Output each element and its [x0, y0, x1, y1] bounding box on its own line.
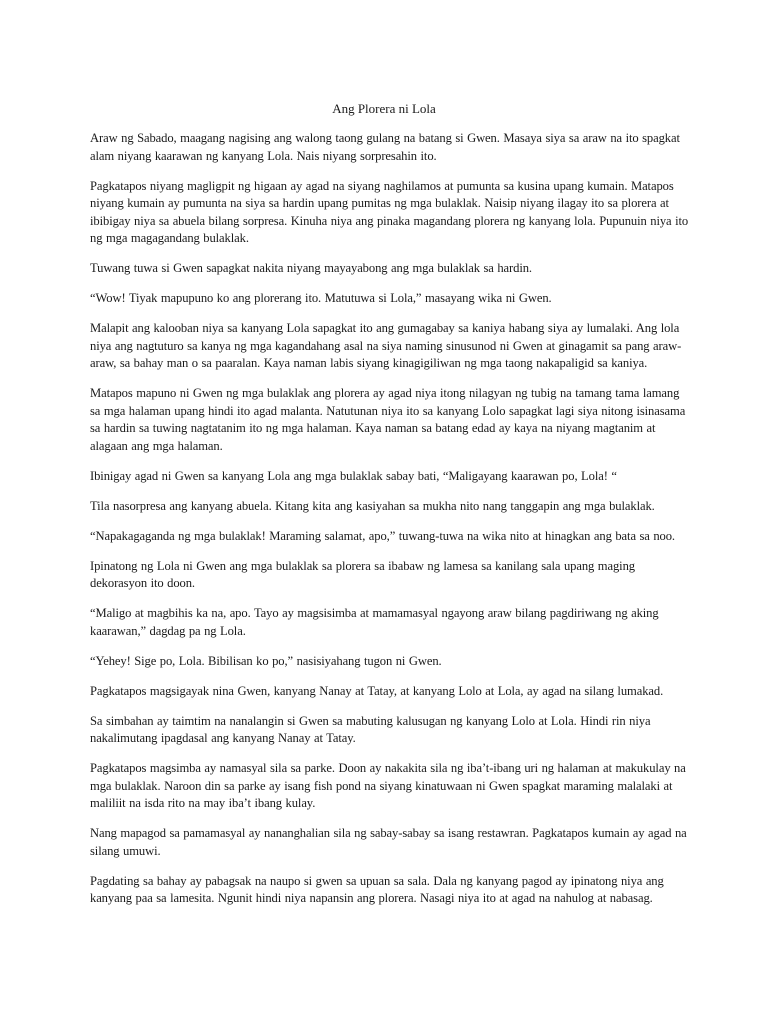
paragraph: Matapos mapuno ni Gwen ng mga bulaklak ang plorera ay agad niya itong nilagyan ng tubig na tamang tama lamang sa mga halaman upang hindi ito agad malanta. Natutunan niya ito sa kanyang Lolo sapagkat lagi siya nitong isinasama sa hardin sa tuwing nagtatanim ito ng mga halaman. Kaya naman sa batang edad ay kaya na niyang magtanim at alagaan ang mga halaman. [90, 386, 686, 453]
paragraph: Malapit ang kalooban niya sa kanyang Lola sapagkat ito ang gumagabay sa kaniya habang siya ay lumalaki. Ang lola niya ang nagtuturo sa kanya ng mga kagandahang asal na siya naming sinusunod ni Gwen at ginagamit sa pang araw-araw, sa bahay man o sa paaralan. Kaya naman labis siyang kinagigiliwan ng mga taong nakapaligid sa kaniya. [90, 321, 682, 370]
paragraph: Ibinigay agad ni Gwen sa kanyang Lola ang mga bulaklak sabay bati, “Maligayang kaarawan po, Lola! “ [90, 468, 617, 483]
paragraph: Pagkatapos niyang magligpit ng higaan ay agad na siyang naghilamos at pumunta sa kusina upang kumain. Matapos niyang kumain ay pumunta na siya sa hardin upang pumitas ng mga bulaklak. Naisip niyang ilagay ito sa plorera at ibibigay niya sa abuela bilang sorpresa. Kinuha niya ang pinaka magandang plorera ng kanyang lola. Pupunuin niya ito ng mga magagandang bulaklak. [90, 178, 689, 245]
paragraph: “Yehey! Sige po, Lola. Bibilisan ko po,” nasisiyahang tugon ni Gwen. [90, 653, 442, 668]
paragraph: Tuwang tuwa si Gwen sapagkat nakita niyang mayayabong ang mga bulaklak sa hardin. [90, 261, 532, 275]
paragraph: Pagdating sa bahay ay pabagsak na naupo si gwen sa upuan sa sala. Dala ng kanyang pagod ay ipinatong niya ang kanyang paa sa lamesita. Ngunit hindi niya napansin ang plorera. Nasagi niya ito at agad na nahulog at nabasag. [90, 873, 664, 905]
paragraph: Araw ng Sabado, maagang nagising ang walong taong gulang na batang si Gwen. Masaya siya sa araw na ito spagkat alam niyang kaarawan ng kanyang Lola. Nais niyang sorpresahin ito. [90, 131, 680, 163]
paragraph: Ipinatong ng Lola ni Gwen ang mga bulaklak sa plorera sa ibabaw ng lamesa sa kanilang sala upang maging dekorasyon ito doon. [90, 558, 635, 590]
paragraph: “Napakagaganda ng mga bulaklak! Maraming salamat, apo,” tuwang-tuwa na wika nito at hinagkan ang bata sa noo. [90, 528, 675, 543]
paragraph: Nang mapagod sa pamamasyal ay nananghalian sila ng sabay-sabay sa isang restawran. Pagkatapos kumain ay agad na silang umuwi. [90, 826, 687, 858]
paragraph: Sa simbahan ay taimtim na nanalangin si Gwen sa mabuting kalusugan ng kanyang Lolo at Lola. Hindi rin niya nakalimutang ipagdasal ang kanyang Nanay at Tatay. [90, 713, 651, 745]
paragraph: “Wow! Tiyak mapupuno ko ang plorerang ito. Matutuwa si Lola,” masayang wika ni Gwen. [90, 291, 552, 305]
paragraph: Tila nasorpresa ang kanyang abuela. Kitang kita ang kasiyahan sa mukha nito nang tanggapin ang mga bulaklak. [90, 498, 655, 513]
paragraph: Pagkatapos magsigayak nina Gwen, kanyang Nanay at Tatay, at kanyang Lolo at Lola, ay agad na silang lumakad. [90, 683, 664, 698]
document-body [90, 130, 690, 920]
paragraph: Pagkatapos magsimba ay namasyal sila sa parke. Doon ay nakakita sila ng iba’t-ibang uri ng halaman at makukulay na mga bulaklak. Naroon din sa parke ay isang fish pond na siyang kinatuwaan ni Gwen spagkat maraming malalaki at maliliit na isda rito na may iba’t ibang kulay. [90, 761, 686, 810]
document-title: Ang Plorera ni Lola [332, 101, 436, 116]
paragraph: “Maligo at magbihis ka na, apo. Tayo ay magsisimba at mamamasyal ngayong araw bilang pagdiriwang ng aking kaarawan,” dagdag pa ng Lola. [90, 606, 659, 638]
